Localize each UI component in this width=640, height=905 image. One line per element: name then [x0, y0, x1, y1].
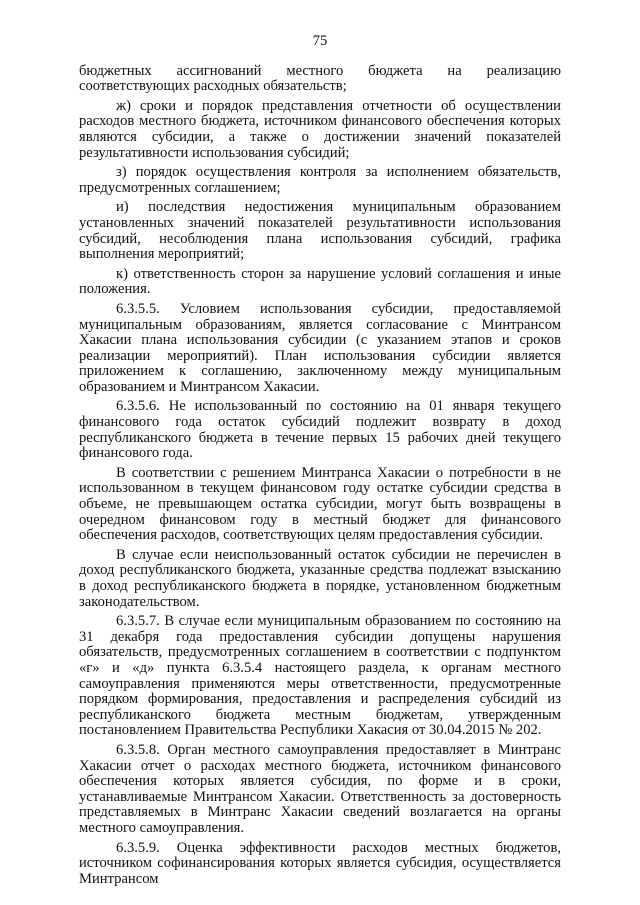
paragraph-6-3-5-9: 6.3.5.9. Оценка эффективности расходов местных бюджетов, источником софинансирования которых является субсидия, осуществляется Минтрансом — [79, 839, 561, 887]
paragraph-6-3-5-5: 6.3.5.5. Условием использования субсидии, предоставляемой муниципальным образованиям, является согласование с Минтрансом Хакасии плана использования субсидии (с указанием этапов и сроков реализации мероприятий). План использования субсидии является приложением к соглашению, заключенному между муниципальным образованием и Минтрансом Хакасии. — [79, 300, 561, 395]
paragraph-6-3-5-8: 6.3.5.8. Орган местного самоуправления предоставляет в Минтранс Хакасии отчет о расходах местного бюджета, источником финансового обеспечения которых является субсидия, по форме и в сроки, устанавливаемые Минтрансом Хакасии. Ответственность за достоверность представляемых в Минтранс Хакасии сведений возлагается на органы местного самоуправления. — [79, 741, 561, 836]
paragraph-item-i: и) последствия недостижения муниципальным образованием установленных значений показателей результативности использования субсидий, несоблюдения плана использования субсидий, графика выполнения мероприятий; — [79, 199, 561, 263]
paragraph-item-k: к) ответственность сторон за нарушение условий соглашения и иные положения. — [79, 265, 561, 298]
page-number: 75 — [312, 33, 328, 49]
paragraph-minitrans-decision: В соответствии с решением Минтранса Хакасии о потребности в не использованном в текущем финансовом году остатке субсидии средства в объеме, не превышающем остатка субсидии, могут быть возвращены в очередном финансовом году в местный бюджет для финансового обеспечения расходов, соответствующих целям предоставления субсидии. — [79, 464, 561, 544]
document-page — [79, 34, 561, 891]
paragraph-item-z: з) порядок осуществления контроля за исполнением обязательств, предусмотренных соглашением; — [79, 164, 561, 196]
paragraph-unused-balance: В случае если неиспользованный остаток субсидии не перечислен в доход республиканского бюджета, указанные средства подлежат взысканию в доход республиканского бюджета в порядке, установленном бюджетным законодательством. — [79, 546, 561, 610]
paragraph-budget-allocations: бюджетных ассигнований местного бюджета на реализацию соответствующих расходных обязательств; — [79, 62, 561, 95]
paragraph-6-3-5-7: 6.3.5.7. В случае если муниципальным образованием по состоянию на 31 декабря года предоставления субсидии допущены нарушения обязательств, предусмотренных соглашением в соответствии с подпунктом «г» и «д» пункта 6.3.5.4 настоящего раздела, к органам местного самоуправления применяются меры ответственности, предусмотренные порядком формирования, предоставления и распределения субсидий из республиканского бюджета местным бюджетам, утвержденным постановлением Правительства Республики Хакасия от 30.04.2015 № 202. — [79, 613, 561, 739]
paragraph-item-zh: ж) сроки и порядок представления отчетности об осуществлении расходов местного бюджета, источником финансового обеспечения которых являются субсидии, а также о достижении значений показателей результативности использования субсидий; — [79, 97, 561, 161]
paragraph-6-3-5-6: 6.3.5.6. Не использованный по состоянию на 01 января текущего финансового года остаток субсидий подлежит возврату в доход республиканского бюджета в течение первых 15 рабочих дней текущего финансового года. — [79, 398, 561, 462]
